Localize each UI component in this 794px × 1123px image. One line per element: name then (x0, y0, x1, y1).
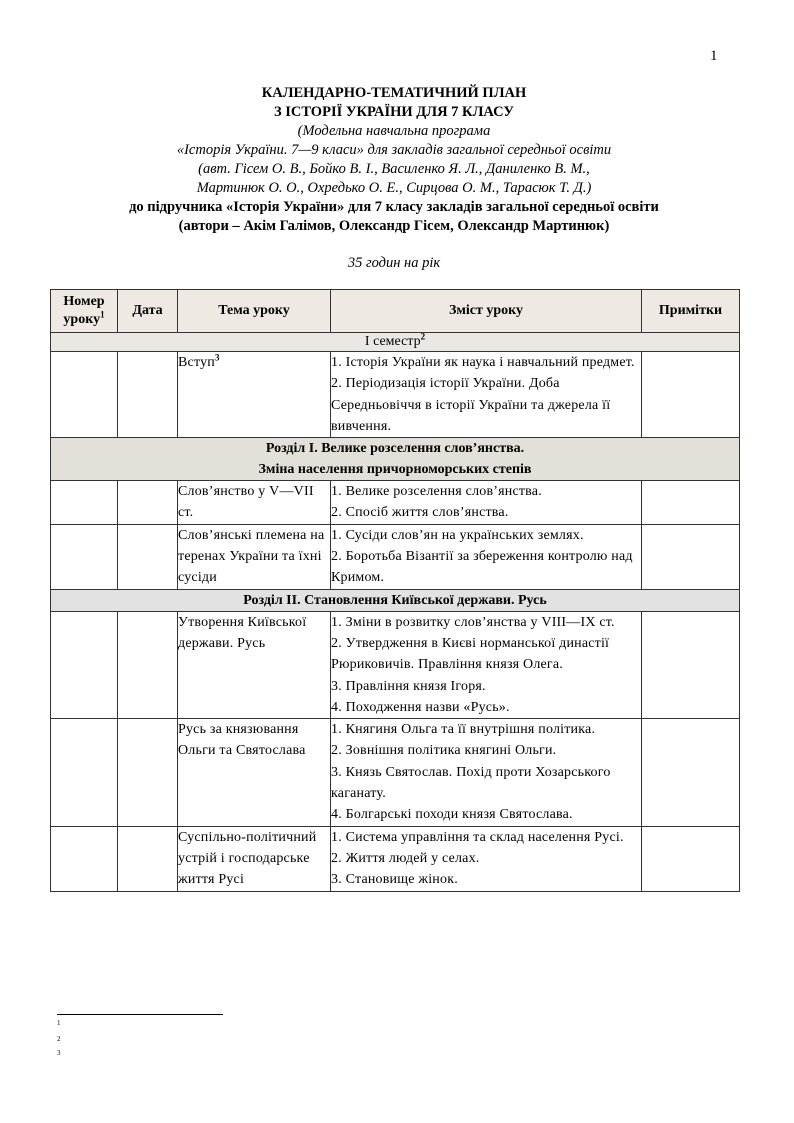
title-line-1: КАЛЕНДАРНО-ТЕМАТИЧНИЙ ПЛАН (261, 85, 527, 101)
hours-per-year: 35 годин на рік (347, 255, 441, 271)
table-row (51, 481, 740, 525)
program-line-4: Мартинюк О. О., Охредько О. Е., Сирцова О. М., Тарасюк Т. Д.) (196, 180, 592, 196)
content-cell: 1. Велике розселення слов’янства. 2. Спосіб життя слов’янства. (331, 481, 642, 525)
title-line-2: З ІСТОРІЇ УКРАЇНИ ДЛЯ 7 КЛАСУ (273, 104, 515, 120)
page-number: 1 (710, 48, 718, 64)
topic-cell: Вступ$^3$ (178, 352, 331, 438)
topic-cell: Русь за князювання Ольги та Святослава (178, 719, 331, 826)
header-content: Зміст уроку (331, 290, 642, 333)
topic-cell: Слов’янство у V—VІІ ст. (178, 481, 331, 525)
footnote-3: 3 (57, 1049, 61, 1057)
section-row: Розділ ІІ. Становлення Київської держави. Русь (51, 589, 740, 611)
document-header (50, 84, 738, 272)
topic-cell: Слов’янські племена на теренах України та їхні сусіди (178, 524, 331, 589)
program-line-3: (авт. Гісем О. В., Бойко В. І., Василенко Я. Л., Даниленко В. М., (198, 161, 590, 177)
table-row (51, 826, 740, 891)
footnote-2: 2 (57, 1035, 61, 1043)
content-cell: 1. Сусіди слов’ян на українських землях. 2. Боротьба Візантії за збереження контролю над Кримом. (331, 524, 642, 589)
semester-row: І семестр$^2$ (51, 333, 740, 352)
header-topic: Тема уроку (178, 290, 331, 333)
content-cell: 1. Система управління та склад населення Русі. 2. Життя людей у селах. 3. Становище жінок. (331, 826, 642, 891)
header-lesson-number: Номер уроку$^1$ (51, 290, 118, 333)
program-line-2: «Історія України. 7—9 класи» для закладів загальної середньої освіти (176, 142, 612, 158)
topic-cell: Суспільно-політичний устрій і господарське життя Русі (178, 826, 331, 891)
topic-cell: Утворення Київської держави. Русь (178, 611, 331, 718)
footnote-1: 1 (57, 1019, 61, 1027)
header-notes: Примітки (642, 290, 740, 333)
header-date: Дата (118, 290, 178, 333)
table-header-row (51, 290, 740, 333)
table-row (51, 352, 740, 438)
textbook-line-1: до підручника «Історія України» для 7 класу закладів загальної середньої освіти (129, 199, 659, 215)
content-cell: 1. Зміни в розвитку слов’янства у VІІІ—ІХ ст. 2. Утвердження в Києві норманської династії Рюриковичів. Правління князя Олега. 3. Правління князя Ігоря. 4. Походження назви «Русь». (331, 611, 642, 718)
section-row: Розділ І. Велике розселення слов’янства. Зміна населення причорноморських степів (51, 438, 740, 481)
lesson-plan-table (50, 289, 740, 892)
textbook-line-2: (автори – Акім Галімов, Олександр Гісем, Олександр Мартинюк) (178, 218, 610, 234)
content-cell: 1. Княгиня Ольга та її внутрішня політика. 2. Зовнішня політика княгині Ольги. 3. Князь Святослав. Похід проти Хозарського каганату. 4. Болгарські походи князя Святослава. (331, 719, 642, 826)
footnote-separator (57, 1014, 223, 1015)
table-row (51, 611, 740, 718)
table-row (51, 719, 740, 826)
table-row (51, 524, 740, 589)
program-line-1: (Модельна навчальна програма (297, 123, 491, 139)
content-cell: 1. Історія України як наука і навчальний предмет. 2. Періодизація історії України. Доба Середньовіччя в історії України та джерела її вивчення. (331, 352, 642, 438)
